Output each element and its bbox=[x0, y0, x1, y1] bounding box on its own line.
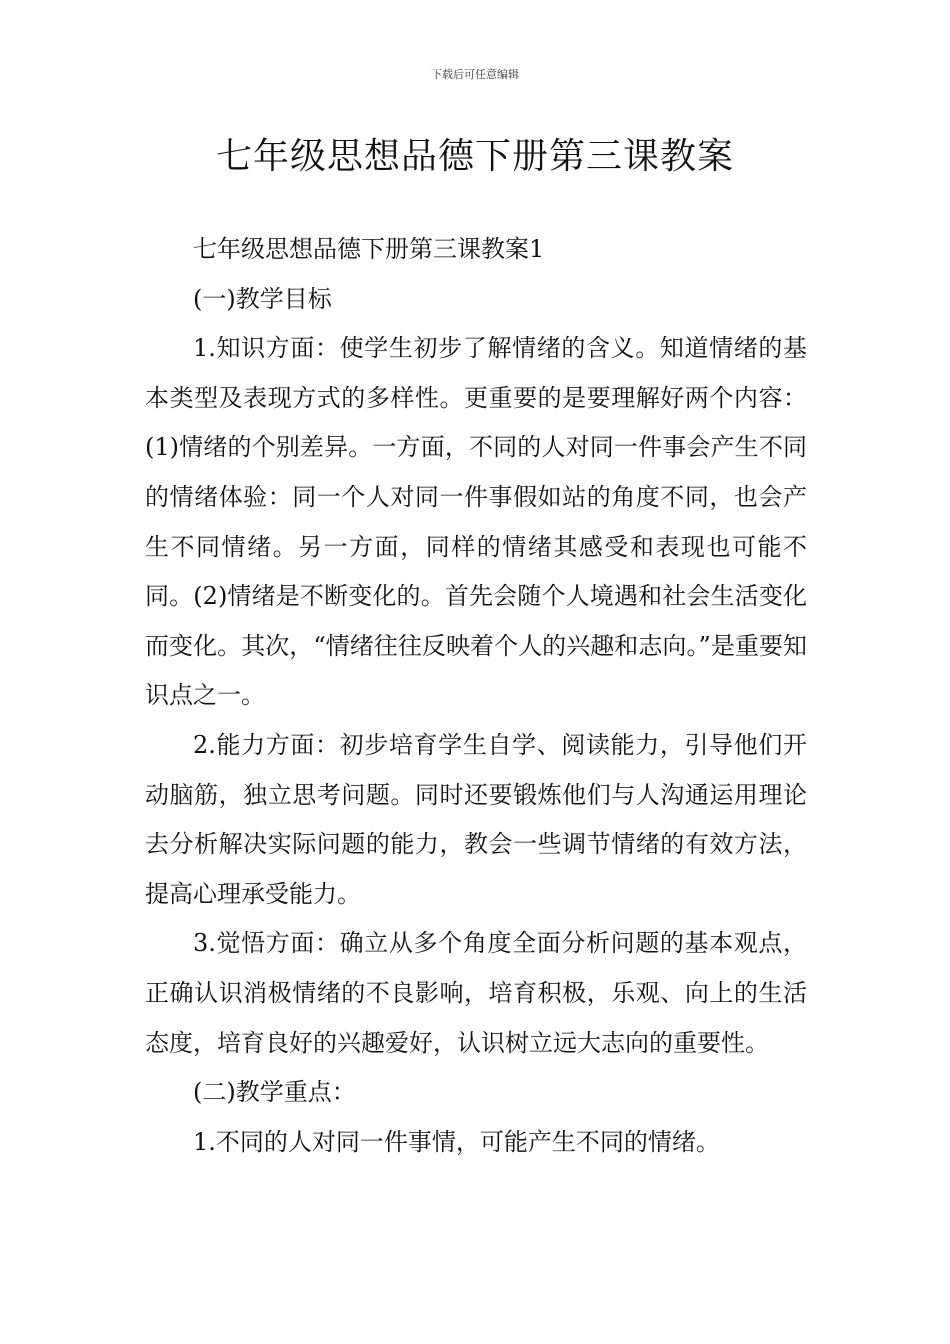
paragraph-section-focus: (二)教学重点： bbox=[193, 1078, 356, 1107]
document-title: 七年级思想品德下册第三课教案 bbox=[215, 136, 734, 177]
paragraph-awareness: 3.觉悟方面：确立从多个角度全面分析问题的基本观点，正确认识消极情绪的不良影响，培育积极，乐观、向上的生活态度，培育良好的兴趣爱好，认识树立远大志向的重要性。 bbox=[145, 929, 807, 1057]
paragraph-section-goals: (一)教学目标 bbox=[193, 284, 332, 313]
document-body bbox=[145, 225, 807, 1167]
paragraph-subtitle: 七年级思想品德下册第三课教案1 bbox=[193, 235, 545, 263]
paragraph-knowledge: 1.知识方面：使学生初步了解情绪的含义。知道情绪的基本类型及表现方式的多样性。更重要的是要理解好两个内容：(1)情绪的个别差异。一方面，不同的人对同一件事会产生不同的情绪体验：同一个人对同一件事假如站的角度不同，也会产生不同情绪。另一方面，同样的情绪其感受和表现也可能不同。(2)情绪是不断变化的。首先会随个人境遇和社会生活变化而变化。其次，“情绪往往反映着个人的兴趣和志向。”是重要知识点之一。 bbox=[145, 334, 807, 710]
paragraph-ability: 2.能力方面：初步培育学生自学、阅读能力，引导他们开动脑筋，独立思考问题。同时还要锻炼他们与人沟通运用理论去分析解决实际问题的能力，教会一些调节情绪的有效方法，提高心理承受能力。 bbox=[145, 730, 807, 908]
paragraph-focus-1: 1.不同的人对同一件事情，可能产生不同的情绪。 bbox=[193, 1127, 720, 1156]
header-note: 下载后可任意编辑 bbox=[431, 68, 519, 81]
